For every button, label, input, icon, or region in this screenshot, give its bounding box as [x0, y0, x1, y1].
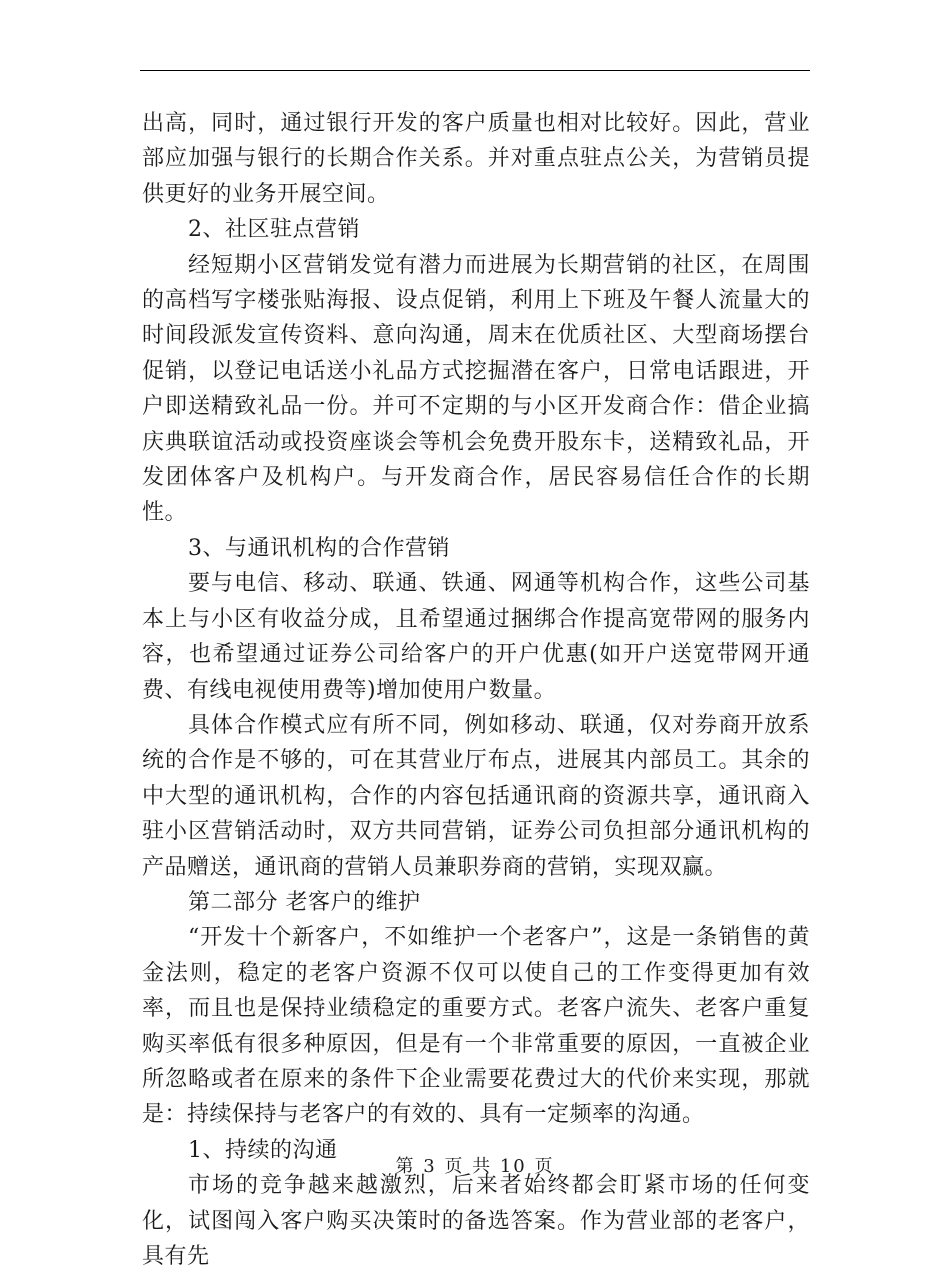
section-heading-community: 2、社区驻点营销 [188, 217, 360, 243]
part-heading-old-customers: 第二部分 老客户的维护 [188, 889, 421, 915]
paragraph-old-customers: “开发十个新客户，不如维护一个老客户”，这是一条销售的黄金法则，稳定的老客户资源不仅可以使自己的工作变得更加有效率，而且也是保持业绩稳定的重要方式。老客户流失、老客户重复购买率低有很多种原因，但是有一个非常重要的原因，一直被企业所忽略或者在原来的条件下企业需要花费过大的代价来实现，那就是：持续保持与老客户的有效的、具有一定频率的沟通。 [142, 925, 810, 1128]
section-heading-telecom: 3、与通讯机构的合作营销 [188, 535, 450, 561]
paragraph-continuation: 出高，同时，通过银行开发的客户质量也相对比较好。因此，营业部应加强与银行的长期合作关系。并对重点驻点公关，为营销员提供更好的业务开展空间。 [142, 111, 810, 207]
document-body [142, 106, 810, 1274]
paragraph-telecom: 要与电信、移动、联通、铁通、网通等机构合作，这些公司基本上与小区有收益分成，且希望通过捆绑合作提高宽带网的服务内容，也希望通过证券公司给客户的开户优惠(如开户送宽带网开通费、有线电视使用费等)增加使用户数量。 [142, 571, 810, 703]
section-heading-communication: 1、持续的沟通 [188, 1137, 338, 1163]
header-rule [140, 70, 810, 71]
paragraph-community: 经短期小区营销发觉有潜力而进展为长期营销的社区，在周围的高档写字楼张贴海报、设点促销，利用上下班及午餐人流量大的时间段派发宣传资料、意向沟通，周末在优质社区、大型商场摆台促销，以登记电话送小礼品方式挖掘潜在客户，日常电话跟进，开户即送精致礼品一份。并可不定期的与小区开发商合作：借企业搞庆典联谊活动或投资座谈会等机会免费开股东卡，送精致礼品，开发团体客户及机构户。与开发商合作，居民容易信任合作的长期性。 [142, 252, 810, 526]
page-footer: 第 3 页 共 10 页 [395, 1156, 555, 1177]
paragraph-cooperation-model: 具体合作模式应有所不同，例如移动、联通，仅对券商开放系统的合作是不够的，可在其营业厅布点，进展其内部员工。其余的中大型的通讯机构，合作的内容包括通讯商的资源共享，通讯商入驻小区营销活动时，双方共同营销，证券公司负担部分通讯机构的产品赠送，通讯商的营销人员兼职券商的营销，实现双赢。 [142, 712, 810, 880]
paragraph-communication: 市场的竞争越来越激烈，后来者始终都会盯紧市场的任何变化，试图闯入客户购买决策时的备选答案。作为营业部的老客户，具有先 [142, 1173, 810, 1269]
